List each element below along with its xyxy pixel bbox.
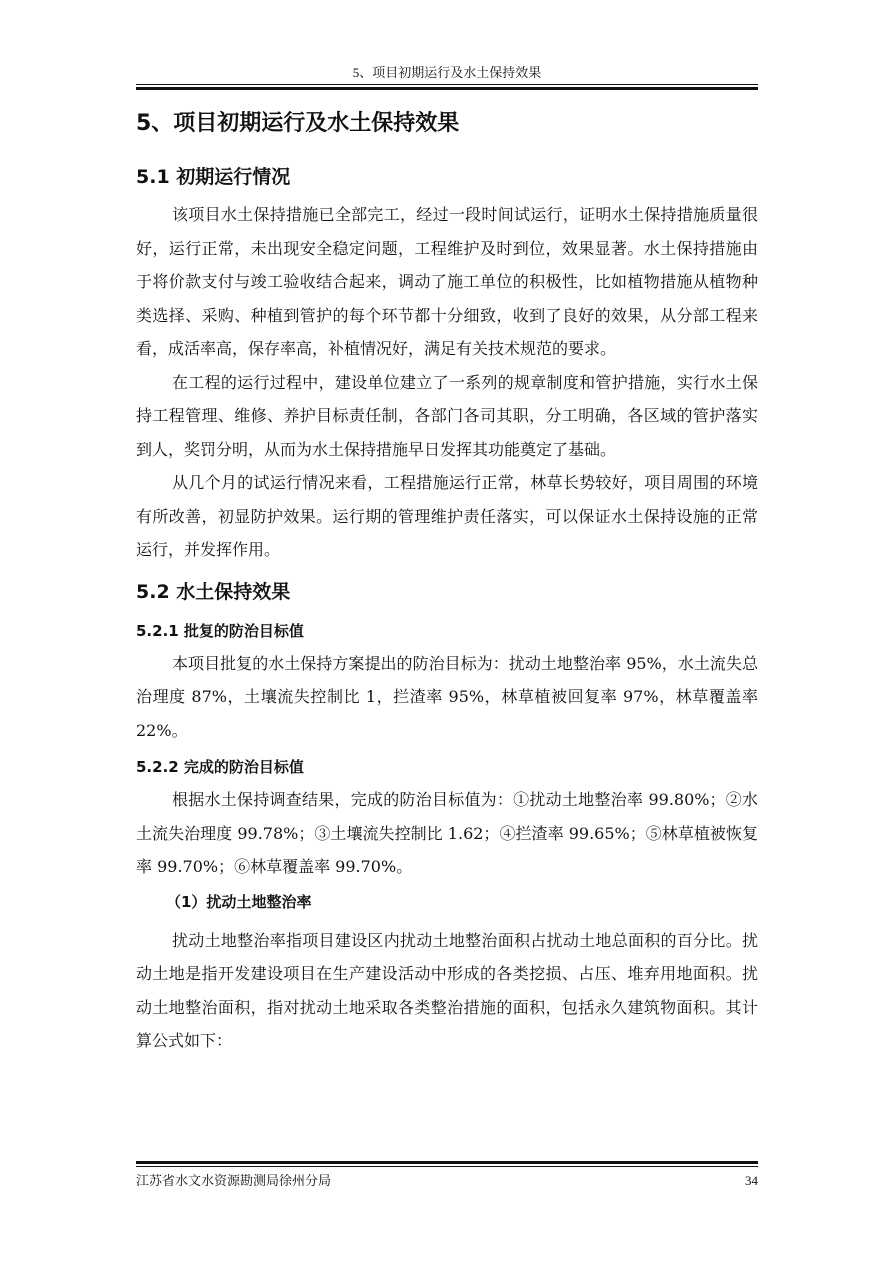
subsection-5-2-title: 5.2 水土保持效果	[136, 580, 291, 603]
paragraph-5-1-a: 该项目水土保持措施已全部完工，经过一段时间试运行，证明水土保持措施质量很好，运行正常，未出现安全稳定问题，工程维护及时到位，效果显著。水土保持措施由于将价款支付与竣工验收结合起来，调动了施工单位的积极性，比如植物措施从植物种类选择、采购、种植到管护的每个环节都十分细致，收到了良好的效果，从分部工程来看，成活率高，保存率高，补植情况好，满足有关技术规范的要求。	[136, 205, 758, 358]
paragraph-item-1: 扰动土地整治率指项目建设区内扰动土地整治面积占扰动土地总面积的百分比。扰动土地是指开发建设项目在生产建设活动中形成的各类挖损、占压、堆弃用地面积。扰动土地整治面积，指对扰动土地采取各类整治措施的面积，包括永久建筑物面积。其计算公式如下：	[136, 930, 758, 1050]
running-header: 5、项目初期运行及水土保持效果	[352, 65, 542, 80]
subsection-5-1-title: 5.1 初期运行情况	[136, 166, 291, 188]
subsection-5-2-1-title: 5.2.1 批复的防治目标值	[136, 621, 304, 640]
page-number: 34	[745, 1173, 758, 1188]
subsection-5-2-2-title: 5.2.2 完成的防治目标值	[136, 758, 304, 776]
item-1-title: （1）扰动土地整治率	[166, 892, 312, 911]
paragraph-5-2-1: 本项目批复的水土保持方案提出的防治目标为：扰动土地整治率 95%，水土流失总治理度 87%，土壤流失控制比 1，拦渣率 95%，林草植被回复率 97%，林草覆盖率 22%。	[136, 653, 758, 740]
header-rule-thick	[136, 87, 758, 90]
paragraph-5-1-c: 从几个月的试运行情况来看，工程措施运行正常，林草长势较好，项目周围的环境有所改善，初显防护效果。运行期的管理维护责任落实，可以保证水土保持设施的正常运行，并发挥作用。	[136, 473, 758, 559]
footer-organization: 江苏省水文水资源勘测局徐州分局	[136, 1173, 332, 1188]
header-rule-thin	[136, 84, 758, 85]
paragraph-5-1-b: 在工程的运行过程中，建设单位建立了一系列的规章制度和管护措施，实行水土保持工程管理、维修、养护目标责任制，各部门各司其职，分工明确，各区域的管护落实到人，奖罚分明，从而为水土保持措施早日发挥其功能奠定了基础。	[136, 372, 758, 459]
footer-rule-thin	[136, 1166, 758, 1167]
section-title: 5、项目初期运行及水土保持效果	[136, 111, 460, 136]
page-body	[136, 104, 758, 1058]
footer-rule-thick	[136, 1161, 758, 1164]
paragraph-5-2-2: 根据水土保持调查结果，完成的防治目标值为：①扰动土地整治率 99.80%；②水土流失治理度 99.78%；③土壤流失控制比 1.62；④拦渣率 99.65%；⑤林草植被恢复率 99.70%；⑥林草覆盖率 99.70%。	[136, 790, 758, 876]
